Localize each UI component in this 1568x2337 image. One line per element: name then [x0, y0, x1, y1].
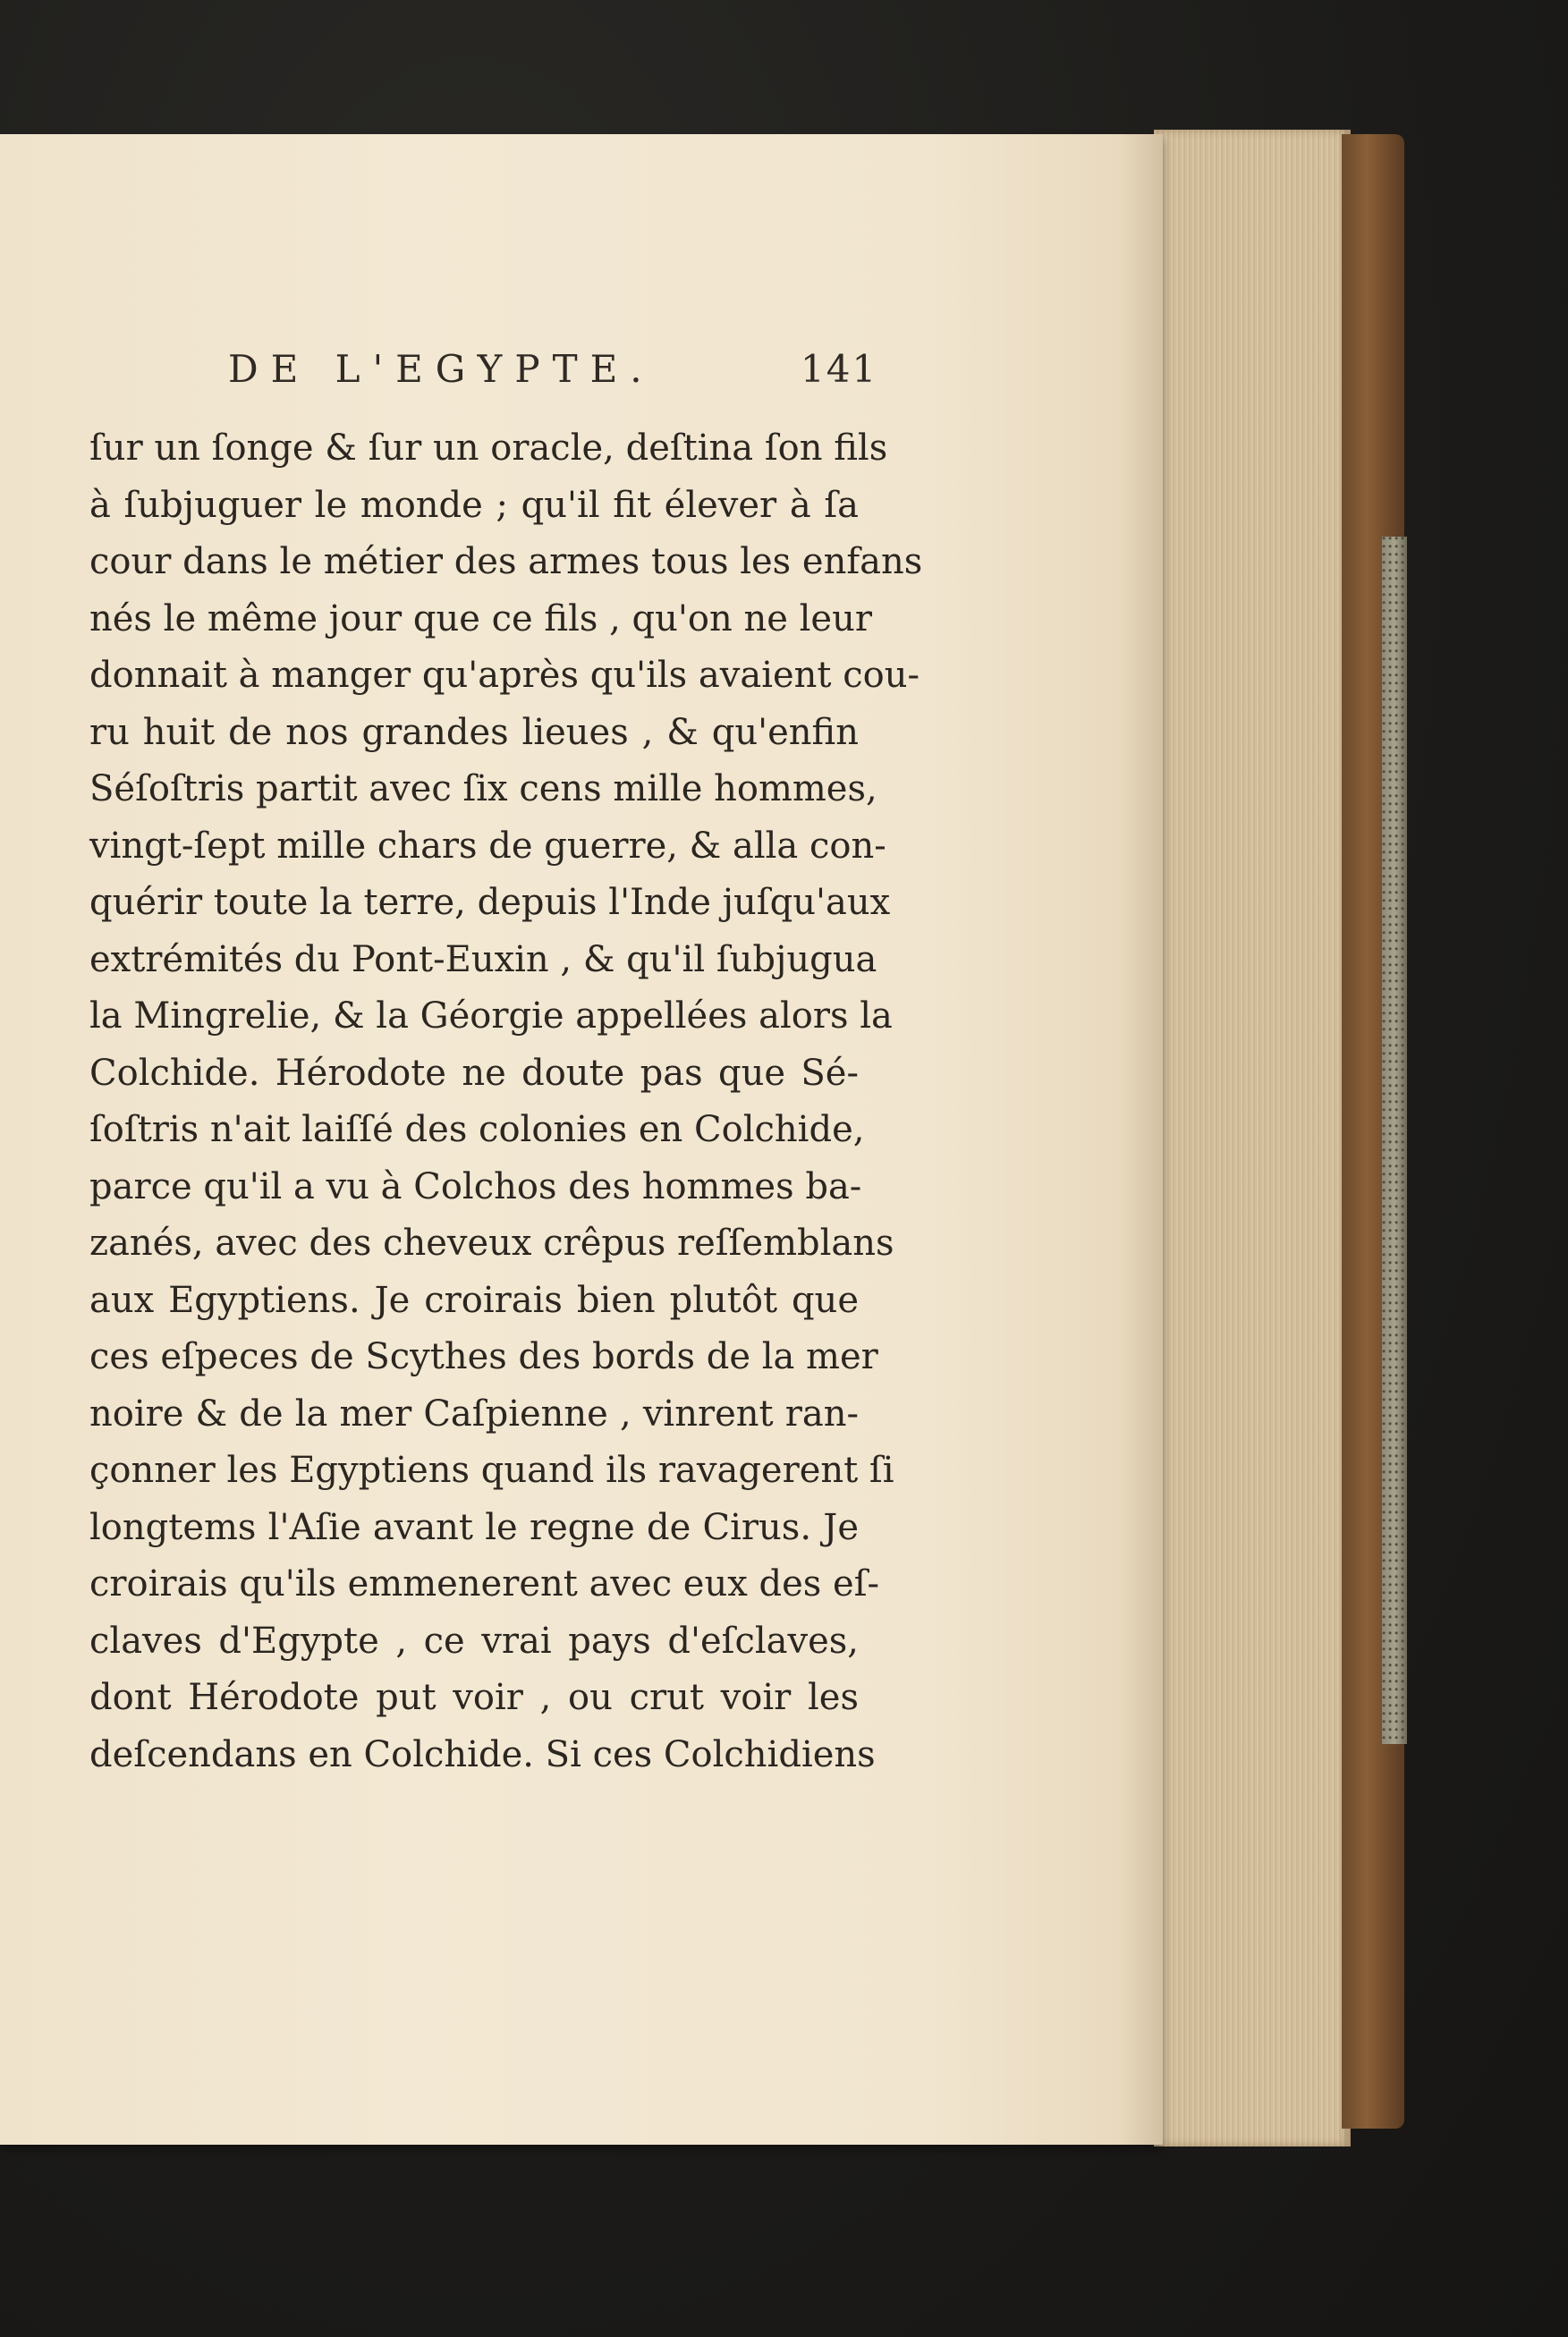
running-title: DE L'EGYPTE. — [228, 347, 655, 391]
text-line: donnait à manger qu'après qu'ils avaient cou- — [89, 655, 920, 696]
text-line: vingt-ſept mille chars de guerre, & alla con- — [89, 825, 886, 867]
text-line: nés le même jour que ce fils , qu'on ne leur — [89, 597, 872, 639]
text-line: ſoſtris n'ait laiſſé des colonies en Colchide, — [89, 1109, 865, 1150]
text-line: ſur un ſonge & ſur un oracle, deſtina ſon fils — [89, 428, 888, 469]
text-line: quérir toute la terre, depuis l'Inde juſqu'aux — [89, 882, 891, 923]
page-header — [228, 347, 878, 401]
text-line: dont Hérodote put voir , ou crut voir les — [89, 1677, 859, 1718]
text-line: parce qu'il a vu à Colchos des hommes ba- — [89, 1165, 862, 1207]
text-line: extrémités du Pont-Euxin , & qu'il ſubjugua — [89, 938, 877, 980]
body-text — [89, 420, 923, 1783]
text-line: Séſoſtris partit avec ſix cens mille hommes, — [89, 768, 877, 809]
marbled-cover-strip — [1382, 537, 1407, 1744]
text-line: croirais qu'ils emmenerent avec eux des eſ- — [89, 1563, 880, 1605]
text-line: noire & de la mer Caſpienne , vinrent ran- — [89, 1393, 859, 1435]
text-line: çonner les Egyptiens quand ils ravagerent ſi — [89, 1450, 894, 1491]
text-line: la Mingrelie, & la Géorgie appellées alors la — [89, 995, 893, 1037]
page-number: 141 — [801, 347, 878, 391]
text-line: cour dans le métier des armes tous les enfans — [89, 541, 923, 582]
text-line: longtems l'Aſie avant le regne de Cirus. Je — [89, 1506, 859, 1548]
text-line: zanés, avec des cheveux crêpus reſſemblans — [89, 1223, 894, 1264]
text-line: à ſubjuguer le monde ; qu'il fit élever à ſa — [89, 484, 859, 526]
text-line: deſcendans en Colchide. Si ces Colchidiens — [89, 1733, 876, 1775]
text-line: aux Egyptiens. Je croirais bien plutôt que — [89, 1279, 859, 1321]
text-line: ces eſpeces de Scythes des bords de la mer — [89, 1336, 878, 1377]
text-line: Colchide. Hérodote ne doute pas que Sé- — [89, 1052, 859, 1094]
text-line: claves d'Egypte , ce vrai pays d'eſclaves, — [89, 1620, 859, 1662]
text-line: ru huit de nos grandes lieues , & qu'enfin — [89, 711, 859, 753]
book-fore-edge — [1154, 130, 1351, 2146]
